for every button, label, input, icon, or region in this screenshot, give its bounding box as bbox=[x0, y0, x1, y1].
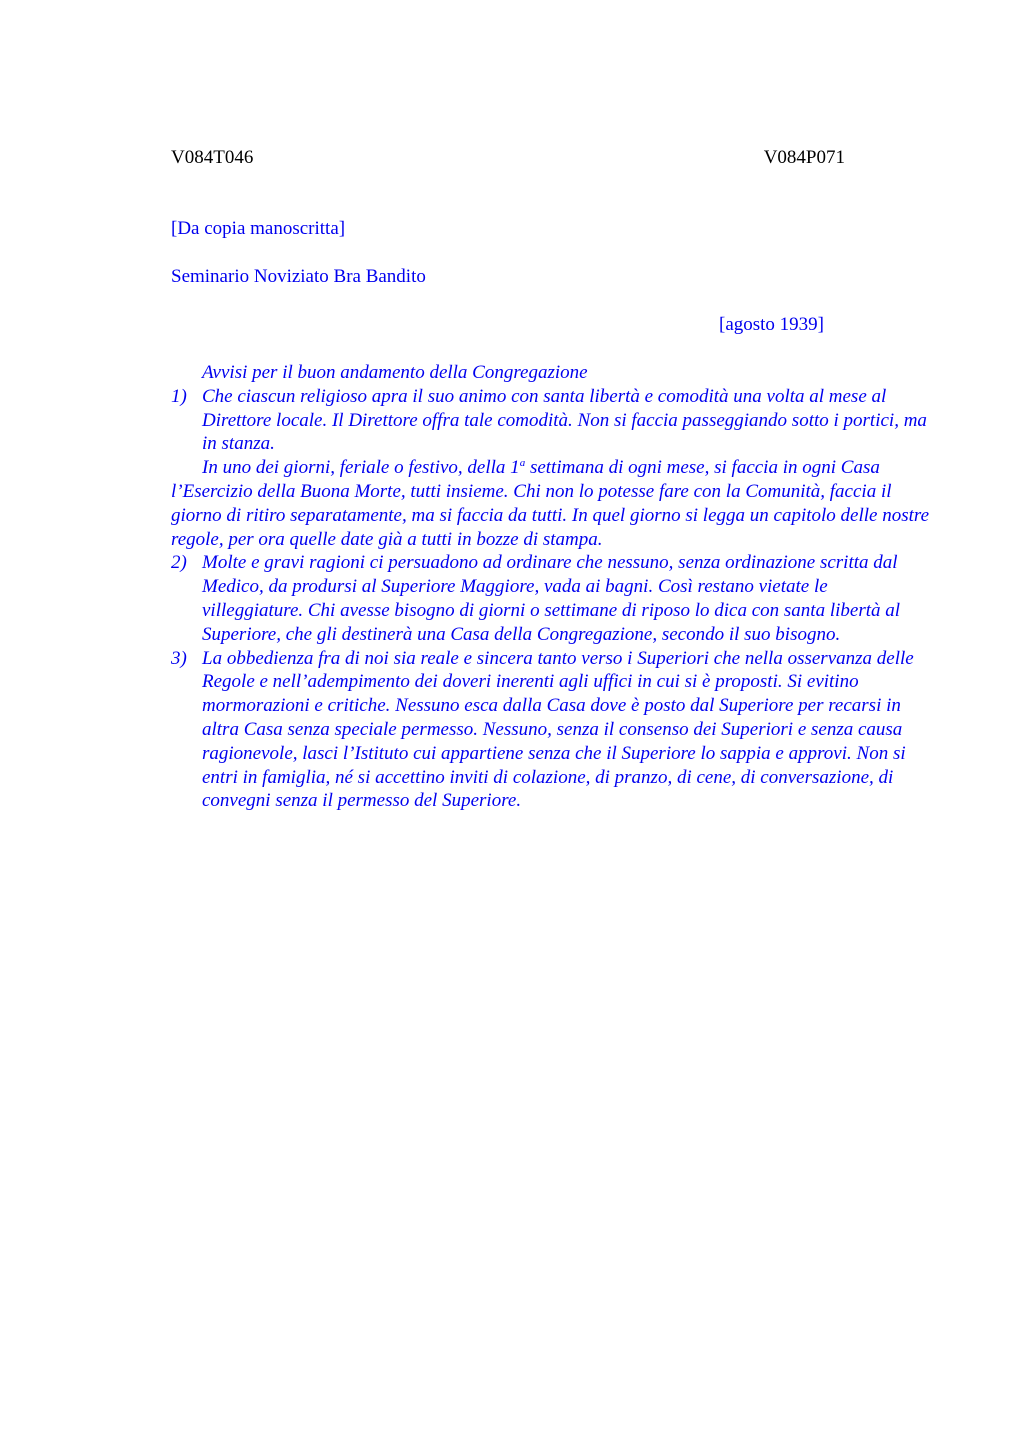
location-line: Seminario Noviziato Bra Bandito bbox=[171, 266, 426, 287]
list-item-number: 1) bbox=[171, 385, 187, 407]
document-page bbox=[171, 0, 931, 1450]
list-item-text: Che ciascun religioso apra il suo animo con santa libertà e comodità una volta al mese al Direttore locale. Il Direttore offra tale comodità. Non si faccia passeggiando sotto i portici, ma in stanza. bbox=[202, 385, 927, 455]
document-title: Avvisi per il buon andamento della Congregazione bbox=[202, 362, 588, 383]
paragraph-buona-morte bbox=[171, 456, 931, 551]
date-line: [agosto 1939] bbox=[719, 314, 825, 335]
list-item-2 bbox=[171, 551, 931, 646]
ordinal-superscript: a bbox=[519, 457, 526, 470]
document-code-left: V084T046 bbox=[171, 147, 254, 168]
list-item-3 bbox=[171, 647, 931, 814]
list-item-1 bbox=[171, 385, 931, 456]
document-code-right: V084P071 bbox=[763, 147, 845, 168]
list-item-number: 3) bbox=[171, 647, 187, 669]
list-item-text: La obbedienza fra di noi sia reale e sincera tanto verso i Superiori che nella osservanza delle Regole e nell’adempimento dei doveri inerenti agli uffici in cui si è proposti. Si evitino mormorazioni e critiche. Nessuno esca dalla Casa dove è posto dal Superiore per recarsi in altra Casa senza speciale permesso. Nessuno, senza il consenso dei Superiori e senza causa ragionevole, lasci l’Istituto cui appartiene senza che il Superiore lo sappia e approvi. Non si entri in famiglia, né si accettino inviti di colazione, di pranzo, di cene, di conversazione, di convegni senza il permesso del Superiore. bbox=[202, 647, 914, 812]
list-item-text: Molte e gravi ragioni ci persuadono ad ordinare che nessuno, senza ordinazione scritta dal Medico, da prodursi al Superiore Maggiore, vada ai bagni. Così restano vietate le villeggiature. Chi avesse bisogno di giorni o settimane di riposo lo dica con santa libertà al Superiore, che gli destinerà una Casa della Congregazione, secondo il suo bisogno. bbox=[202, 552, 901, 645]
paragraph-text-start: In uno dei giorni, feriale o festivo, della 1 bbox=[202, 457, 520, 479]
paragraph-text-end: settimana di ogni mese, si faccia in ogni Casa l’Esercizio della Buona Morte, tutti insieme. Chi non lo potesse fare con la Comunità, faccia il giorno di ritiro separatamente, ma si faccia da tutti. In quel giorno si legga un capitolo delle nostre regole, per ora quelle date già a tutti in bozze di stampa. bbox=[171, 457, 930, 550]
header-codes bbox=[171, 146, 845, 170]
list-item-number: 2) bbox=[171, 552, 187, 574]
document-body bbox=[171, 361, 931, 813]
source-note: [Da copia manoscritta] bbox=[171, 218, 346, 239]
